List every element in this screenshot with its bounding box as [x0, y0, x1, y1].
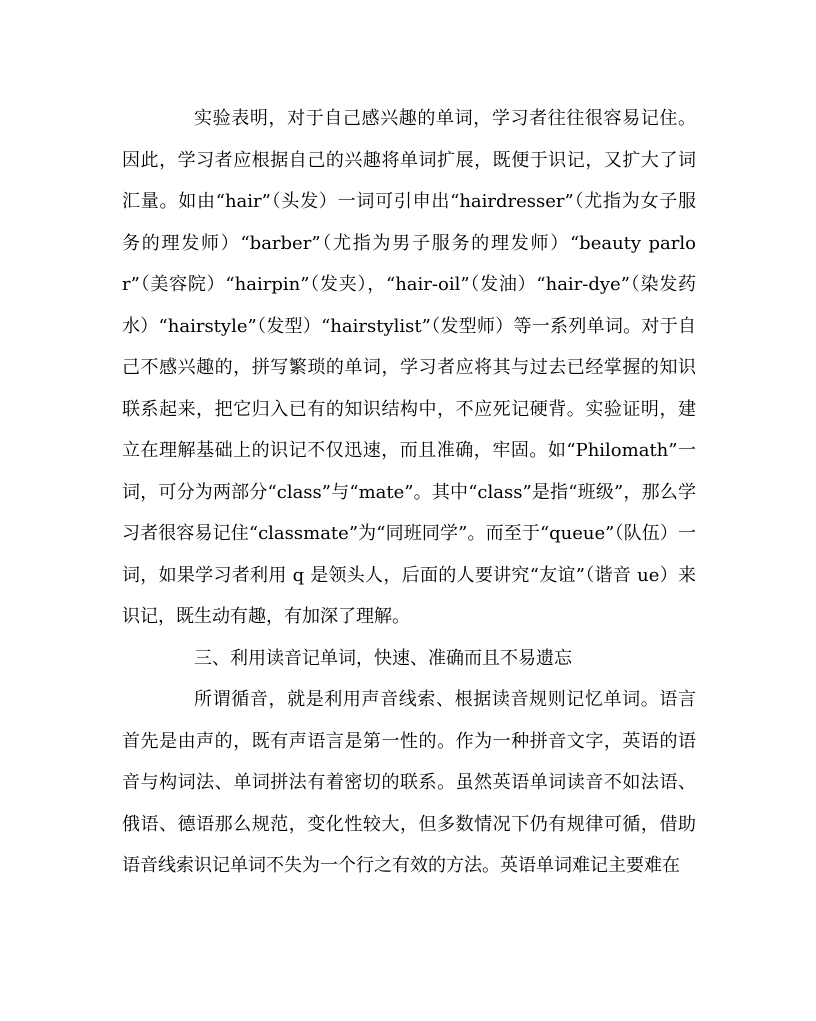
body-paragraph: 实验表明，对于自己感兴趣的单词，学习者往往很容易记住。因此，学习者应根据自己的兴趣将单词扩展，既便于识记，又扩大了词汇量。如由“hair”（头发）一词可引申出“hairdresser”（尤指为女子服务的理发师）“barber”（尤指为男子服务的理发师）“beauty parlor”（美容院）“hairpin”（发夹），“hair-oil”（发油）“hair-dye”（染发药水）“hairstyle”（发型）“hairstylist”（发型师）等一系列单词。对于自己不感兴趣的，拼写繁琐的单词，学习者应将其与过去已经掌握的知识联系起来，把它归入已有的知识结构中，不应死记硬背。实验证明，建立在理解基础上的识记不仅迅速，而且准确，牢固。如“Philomath”一词，可分为两部分“class”与“mate”。其中“class”是指“班级”，那么学习者很容易记住“classmate”为“同班同学”。而至于“queue”（队伍）一词，如果学习者利用 q 是领头人，后面的人要讲究“友谊”（谐音 ue）来识记，既生动有趣，有加深了理解。: [122, 108, 696, 627]
section-heading: 三、利用读音记单词，快速、准确而且不易遗忘: [194, 647, 572, 669]
document-page: [122, 98, 696, 887]
body-paragraph: 所谓循音，就是利用声音线索、根据读音规则记忆单词。语言首先是由声的，既有声语言是第一性的。作为一种拼音文字，英语的语音与构词法、单词拼法有着密切的联系。虽然英语单词读音不如法语、俄语、德语那么规范，变化性较大，但多数情况下仍有规律可循，借助语音线索识记单词不失为一个行之有效的方法。英语单词难记主要难在: [122, 689, 696, 876]
